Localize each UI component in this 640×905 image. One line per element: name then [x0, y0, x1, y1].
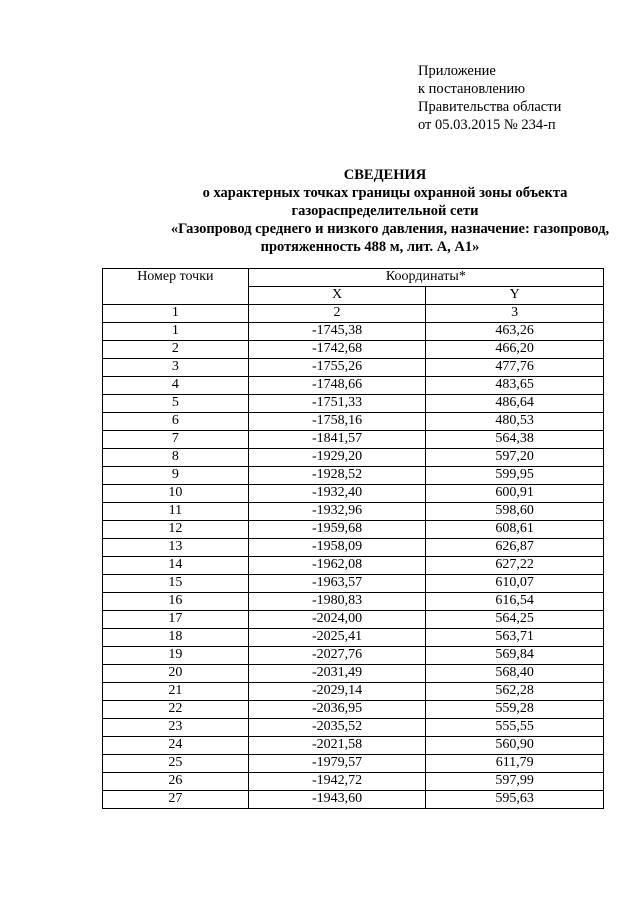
x-coordinate-cell: -1928,52: [248, 467, 426, 485]
x-coordinate-cell: -1943,60: [248, 791, 426, 809]
x-coordinate-cell: -1745,38: [248, 323, 426, 341]
y-coordinate-cell: 564,38: [426, 431, 604, 449]
x-coordinate-cell: -1742,68: [248, 341, 426, 359]
table-row: [103, 467, 604, 485]
point-number-cell: 7: [103, 431, 249, 449]
point-number-cell: 14: [103, 557, 249, 575]
x-coordinate-cell: -1980,83: [248, 593, 426, 611]
point-number-cell: 19: [103, 647, 249, 665]
title-line: газораспределительной сети: [291, 203, 479, 219]
point-number-cell: 26: [103, 773, 249, 791]
table-row: [103, 539, 604, 557]
appendix-line: от 05.03.2015 № 234-п: [418, 117, 556, 133]
y-coordinate-cell: 563,71: [426, 629, 604, 647]
y-coordinate-cell: 627,22: [426, 557, 604, 575]
y-coordinate-cell: 555,55: [426, 719, 604, 737]
column-number: 1: [103, 305, 249, 323]
y-coordinate-cell: 564,25: [426, 611, 604, 629]
y-coordinate-cell: 569,84: [426, 647, 604, 665]
table-row: [103, 593, 604, 611]
point-number-cell: 18: [103, 629, 249, 647]
y-coordinate-cell: 559,28: [426, 701, 604, 719]
x-coordinate-cell: -1958,09: [248, 539, 426, 557]
table-row: [103, 665, 604, 683]
table-row: [103, 449, 604, 467]
x-coordinate-cell: -1751,33: [248, 395, 426, 413]
point-number-cell: 24: [103, 737, 249, 755]
point-number-cell: 10: [103, 485, 249, 503]
point-number-cell: 27: [103, 791, 249, 809]
document-title: [150, 166, 620, 256]
y-coordinate-cell: 483,65: [426, 377, 604, 395]
point-number-cell: 1: [103, 323, 249, 341]
title-heading: СВЕДЕНИЯ: [343, 167, 427, 183]
title-line: «Газопровод среднего и низкого давления, назначение: газопровод,: [170, 221, 610, 237]
header-y: Y: [426, 287, 604, 305]
y-coordinate-cell: 597,20: [426, 449, 604, 467]
table-row: [103, 323, 604, 341]
table-row: [103, 485, 604, 503]
x-coordinate-cell: -1963,57: [248, 575, 426, 593]
y-coordinate-cell: 610,07: [426, 575, 604, 593]
x-coordinate-cell: -1932,96: [248, 503, 426, 521]
x-coordinate-cell: -1959,68: [248, 521, 426, 539]
point-number-cell: 2: [103, 341, 249, 359]
table-row: [103, 503, 604, 521]
y-coordinate-cell: 480,53: [426, 413, 604, 431]
x-coordinate-cell: -2027,76: [248, 647, 426, 665]
table-row: [103, 359, 604, 377]
table-row: [103, 341, 604, 359]
table-row: [103, 647, 604, 665]
x-coordinate-cell: -1929,20: [248, 449, 426, 467]
header-coordinates: Координаты*: [248, 269, 603, 287]
table-row: [103, 521, 604, 539]
x-coordinate-cell: -1962,08: [248, 557, 426, 575]
point-number-cell: 9: [103, 467, 249, 485]
table-row: [103, 683, 604, 701]
point-number-cell: 11: [103, 503, 249, 521]
y-coordinate-cell: 560,90: [426, 737, 604, 755]
x-coordinate-cell: -2035,52: [248, 719, 426, 737]
x-coordinate-cell: -1932,40: [248, 485, 426, 503]
x-coordinate-cell: -1841,57: [248, 431, 426, 449]
table-row: [103, 395, 604, 413]
point-number-cell: 15: [103, 575, 249, 593]
point-number-cell: 6: [103, 413, 249, 431]
y-coordinate-cell: 597,99: [426, 773, 604, 791]
appendix-line: Приложение: [418, 63, 496, 79]
point-number-cell: 22: [103, 701, 249, 719]
x-coordinate-cell: -1942,72: [248, 773, 426, 791]
point-number-cell: 4: [103, 377, 249, 395]
x-coordinate-cell: -1755,26: [248, 359, 426, 377]
y-coordinate-cell: 608,61: [426, 521, 604, 539]
appendix-reference: [418, 62, 561, 134]
x-coordinate-cell: -1758,16: [248, 413, 426, 431]
point-number-cell: 13: [103, 539, 249, 557]
point-number-cell: 20: [103, 665, 249, 683]
header-x: X: [248, 287, 426, 305]
title-line: о характерных точках границы охранной зоны объекта: [202, 185, 568, 201]
table-row: [103, 575, 604, 593]
y-coordinate-cell: 599,95: [426, 467, 604, 485]
coordinates-table-body: [103, 323, 604, 809]
table-row: [103, 377, 604, 395]
x-coordinate-cell: -2021,58: [248, 737, 426, 755]
point-number-cell: 5: [103, 395, 249, 413]
y-coordinate-cell: 486,64: [426, 395, 604, 413]
y-coordinate-cell: 463,26: [426, 323, 604, 341]
x-coordinate-cell: -2031,49: [248, 665, 426, 683]
column-number: 2: [248, 305, 426, 323]
table-row: [103, 611, 604, 629]
y-coordinate-cell: 568,40: [426, 665, 604, 683]
table-row: [103, 413, 604, 431]
x-coordinate-cell: -2029,14: [248, 683, 426, 701]
appendix-line: к постановлению: [418, 81, 526, 97]
table-row: [103, 701, 604, 719]
point-number-cell: 25: [103, 755, 249, 773]
x-coordinate-cell: -1748,66: [248, 377, 426, 395]
table-row: [103, 557, 604, 575]
y-coordinate-cell: 611,79: [426, 755, 604, 773]
x-coordinate-cell: -2036,95: [248, 701, 426, 719]
table-row: [103, 791, 604, 809]
header-point-number: Номер точки: [103, 269, 249, 305]
y-coordinate-cell: 600,91: [426, 485, 604, 503]
table-row: [103, 755, 604, 773]
y-coordinate-cell: 477,76: [426, 359, 604, 377]
table-row: [103, 719, 604, 737]
table-row: [103, 629, 604, 647]
point-number-cell: 3: [103, 359, 249, 377]
y-coordinate-cell: 616,54: [426, 593, 604, 611]
x-coordinate-cell: -2024,00: [248, 611, 426, 629]
x-coordinate-cell: -1979,57: [248, 755, 426, 773]
y-coordinate-cell: 562,28: [426, 683, 604, 701]
table-row: [103, 431, 604, 449]
point-number-cell: 21: [103, 683, 249, 701]
column-number: 3: [426, 305, 604, 323]
y-coordinate-cell: 598,60: [426, 503, 604, 521]
x-coordinate-cell: -2025,41: [248, 629, 426, 647]
point-number-cell: 16: [103, 593, 249, 611]
point-number-cell: 23: [103, 719, 249, 737]
point-number-cell: 17: [103, 611, 249, 629]
title-line: протяженность 488 м, лит. А, А1»: [260, 239, 480, 255]
y-coordinate-cell: 626,87: [426, 539, 604, 557]
table-row: [103, 773, 604, 791]
table-row: [103, 737, 604, 755]
appendix-line: Правительства области: [418, 99, 562, 115]
y-coordinate-cell: 595,63: [426, 791, 604, 809]
y-coordinate-cell: 466,20: [426, 341, 604, 359]
coordinates-table: [102, 268, 604, 809]
point-number-cell: 12: [103, 521, 249, 539]
point-number-cell: 8: [103, 449, 249, 467]
